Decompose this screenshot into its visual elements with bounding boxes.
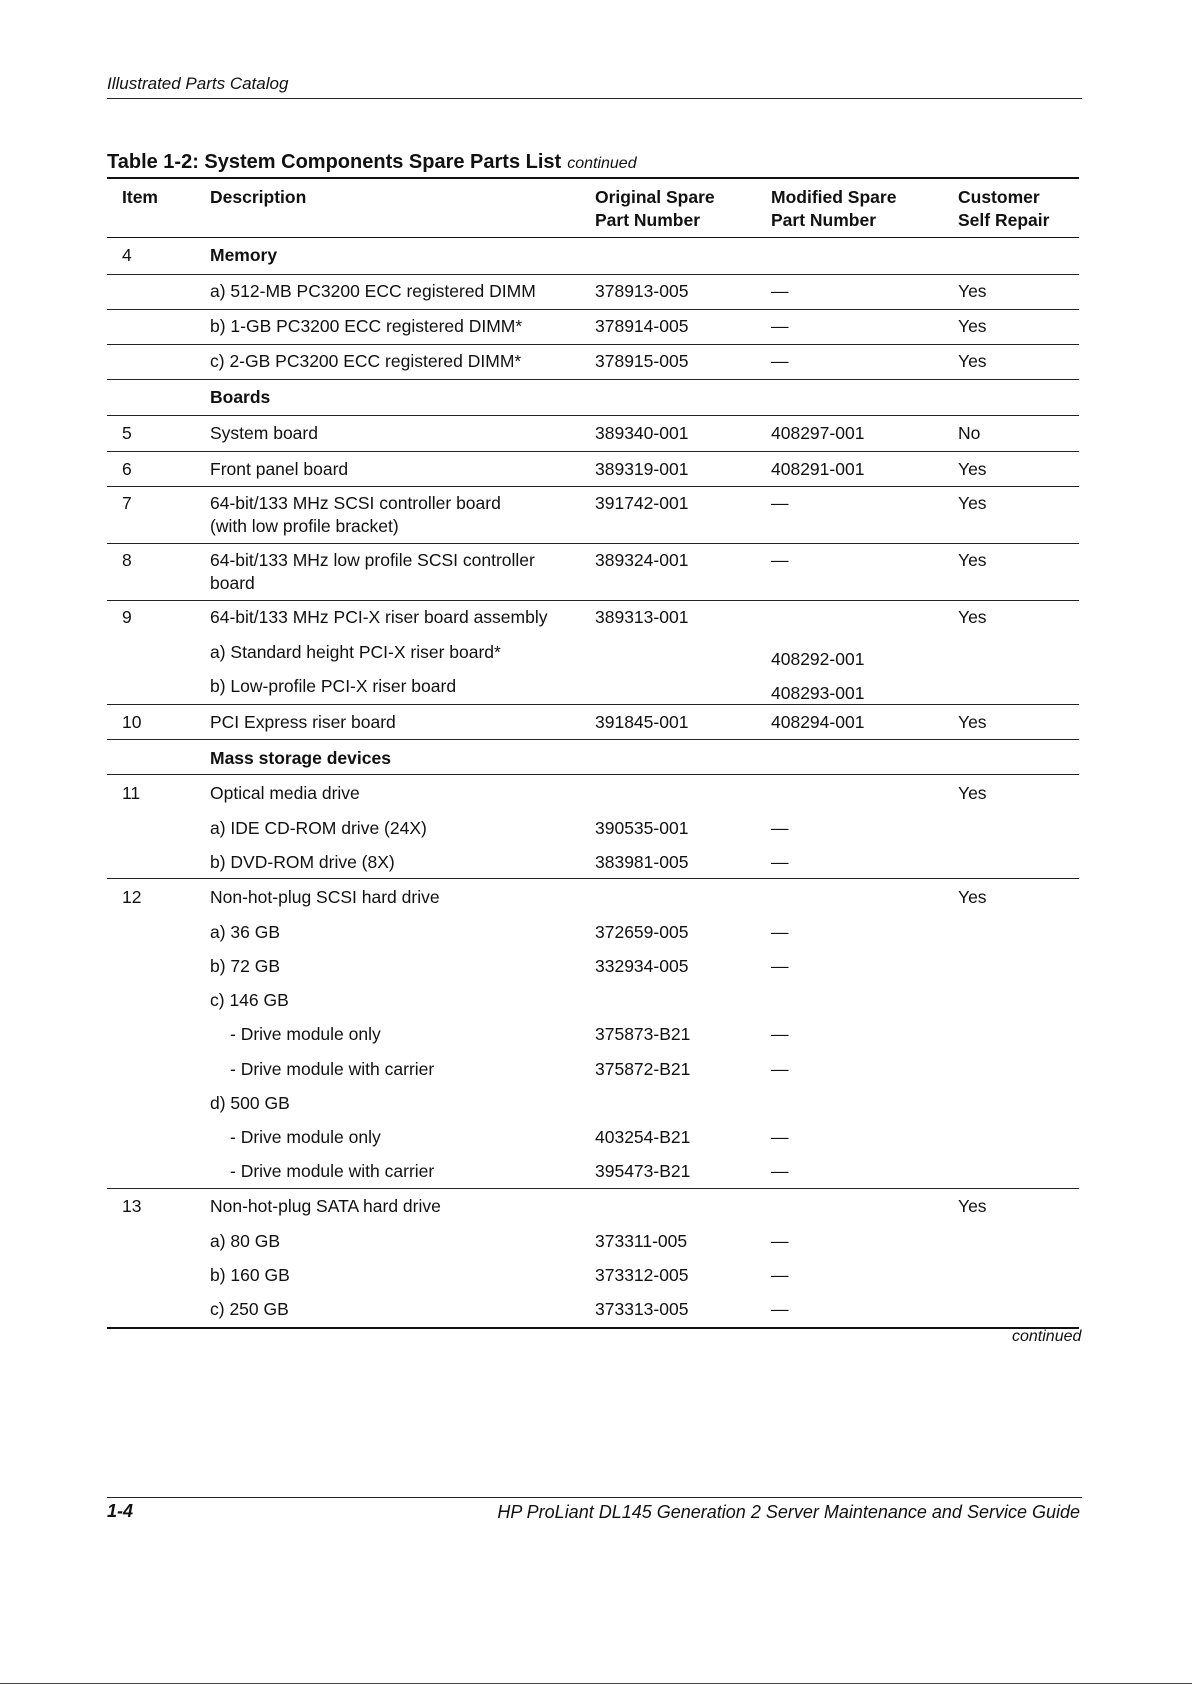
description-line: a) 36 GB	[210, 922, 281, 942]
row-separator	[107, 704, 1079, 705]
original-spare-part-number: 395473-B21	[595, 1161, 691, 1181]
part-description	[230, 1023, 381, 1046]
footer-guide-title: HP ProLiant DL145 Generation 2 Server Maintenance and Service Guide	[497, 1502, 1080, 1522]
row-separator	[107, 309, 1079, 310]
customer-self-repair-value: Yes	[958, 607, 987, 627]
item-number: 7	[122, 493, 132, 513]
description-line: b) Low-profile PCI-X riser board	[210, 676, 457, 696]
part-description	[210, 817, 427, 840]
description-line: - Drive module with carrier	[230, 1161, 435, 1181]
part-description	[210, 1092, 290, 1115]
description-line: - Drive module with carrier	[230, 1059, 435, 1079]
description-line: c) 146 GB	[210, 990, 289, 1010]
description-line: 64-bit/133 MHz SCSI controller board	[210, 493, 501, 513]
item-number: 10	[122, 712, 142, 732]
modified-spare-part-number: —	[771, 1299, 789, 1319]
modified-spare-part-number: —	[771, 493, 789, 513]
modified-spare-part-number: —	[771, 550, 789, 570]
table-caption-title: Table 1-2: System Components Spare Parts List	[107, 151, 562, 173]
modified-spare-part-number: 408293-001	[771, 683, 865, 703]
page-number: 1-4	[107, 1501, 134, 1521]
part-description	[210, 315, 522, 338]
description-line: Non-hot-plug SATA hard drive	[210, 1196, 441, 1216]
part-description	[210, 711, 396, 734]
part-description	[210, 675, 456, 698]
row-separator	[107, 774, 1079, 775]
row-separator	[107, 543, 1079, 544]
table-caption	[107, 151, 637, 174]
row-separator	[107, 600, 1079, 601]
part-description	[210, 549, 535, 595]
original-spare-part-number: 390535-001	[595, 818, 689, 838]
modified-spare-part-number: —	[771, 1024, 789, 1044]
row-separator	[107, 379, 1079, 380]
customer-self-repair-value: Yes	[958, 712, 987, 732]
description-line: b) 1-GB PC3200 ECC registered DIMM*	[210, 316, 523, 336]
part-description	[210, 747, 391, 770]
item-number: 12	[122, 887, 142, 907]
row-separator	[107, 739, 1079, 740]
part-description	[210, 386, 270, 409]
footer-rule	[107, 1497, 1082, 1498]
item-number: 8	[122, 550, 132, 570]
description-line: a) 80 GB	[210, 1231, 281, 1251]
description-line: Memory	[210, 245, 278, 265]
original-spare-part-number: 389340-001	[595, 423, 689, 443]
row-separator	[107, 486, 1079, 487]
table-top-rule	[107, 177, 1079, 179]
row-separator	[107, 344, 1079, 345]
description-line: PCI Express riser board	[210, 712, 396, 732]
customer-self-repair-value: Yes	[958, 887, 987, 907]
modified-spare-part-number: —	[771, 281, 789, 301]
original-spare-part-number: 373311-005	[595, 1231, 688, 1251]
table-header-rule	[107, 237, 1079, 238]
part-description	[210, 458, 348, 481]
row-separator	[107, 415, 1079, 416]
modified-spare-part-number: —	[771, 351, 789, 371]
item-number: 5	[122, 423, 132, 443]
page-edge-rule	[0, 1683, 1192, 1684]
part-description	[230, 1126, 381, 1149]
header-rule	[107, 98, 1082, 99]
part-description	[210, 244, 277, 267]
description-line: 64-bit/133 MHz low profile SCSI controller	[210, 550, 535, 570]
description-line: Optical media drive	[210, 783, 360, 803]
column-header-description: Description	[210, 187, 307, 207]
original-spare-part-number: 375873-B21	[595, 1024, 691, 1044]
row-separator	[107, 274, 1079, 275]
modified-spare-part-number: —	[771, 922, 789, 942]
description-line: - Drive module only	[230, 1127, 381, 1147]
row-separator	[107, 1188, 1079, 1189]
column-header-modified-spare: Modified Spare Part Number	[771, 187, 897, 230]
table-bottom-rule	[107, 1327, 1079, 1329]
original-spare-part-number: 391742-001	[595, 493, 689, 513]
customer-self-repair-value: Yes	[958, 783, 987, 803]
continued-note: continued	[1012, 1328, 1082, 1345]
original-spare-part-number: 373313-005	[595, 1299, 689, 1319]
description-line: Non-hot-plug SCSI hard drive	[210, 887, 440, 907]
original-spare-part-number: 378915-005	[595, 351, 689, 371]
part-description	[210, 280, 536, 303]
original-spare-part-number: 403254-B21	[595, 1127, 691, 1147]
customer-self-repair-value: Yes	[958, 351, 987, 371]
modified-spare-part-number: —	[771, 1161, 789, 1181]
item-number: 9	[122, 607, 132, 627]
customer-self-repair-value: No	[958, 423, 981, 443]
part-description	[210, 1264, 290, 1287]
description-line: b) 160 GB	[210, 1265, 290, 1285]
customer-self-repair-value: Yes	[958, 1196, 987, 1216]
description-line: b) DVD-ROM drive (8X)	[210, 852, 395, 872]
customer-self-repair-value: Yes	[958, 493, 987, 513]
modified-spare-part-number: 408292-001	[771, 649, 865, 669]
description-line: Mass storage devices	[210, 748, 391, 768]
description-line-continued: (with low profile bracket)	[210, 516, 399, 536]
part-description	[210, 921, 280, 944]
column-header-original-spare: Original Spare Part Number	[595, 187, 715, 230]
part-description	[210, 955, 280, 978]
part-description	[210, 1230, 280, 1253]
original-spare-part-number: 372659-005	[595, 922, 689, 942]
original-spare-part-number: 332934-005	[595, 956, 689, 976]
modified-spare-part-number: —	[771, 1127, 789, 1147]
original-spare-part-number: 383981-005	[595, 852, 689, 872]
original-spare-part-number: 375872-B21	[595, 1059, 691, 1079]
part-description	[210, 851, 395, 874]
original-spare-part-number: 389313-001	[595, 607, 689, 627]
original-spare-part-number: 389319-001	[595, 459, 689, 479]
description-line: - Drive module only	[230, 1024, 381, 1044]
description-line: a) 512-MB PC3200 ECC registered DIMM	[210, 281, 536, 301]
part-description	[210, 1195, 441, 1218]
item-number: 13	[122, 1196, 142, 1216]
original-spare-part-number: 378914-005	[595, 316, 689, 336]
item-number: 11	[122, 783, 141, 803]
part-description	[210, 492, 501, 538]
part-description	[210, 1298, 289, 1321]
description-line: 64-bit/133 MHz PCI-X riser board assembly	[210, 607, 548, 627]
modified-spare-part-number: —	[771, 1231, 789, 1251]
description-line: c) 250 GB	[210, 1299, 289, 1319]
description-line: a) Standard height PCI-X riser board*	[210, 642, 501, 662]
row-separator	[107, 451, 1079, 452]
modified-spare-part-number: —	[771, 1265, 789, 1285]
part-description	[210, 782, 360, 805]
original-spare-part-number: 378913-005	[595, 281, 689, 301]
description-line-continued: board	[210, 573, 255, 593]
modified-spare-part-number: —	[771, 316, 789, 336]
original-spare-part-number: 391845-001	[595, 712, 689, 732]
modified-spare-part-number: —	[771, 1059, 789, 1079]
part-description	[210, 606, 547, 629]
description-line: d) 500 GB	[210, 1093, 290, 1113]
part-description	[230, 1160, 434, 1183]
description-line: b) 72 GB	[210, 956, 281, 976]
customer-self-repair-value: Yes	[958, 550, 987, 570]
modified-spare-part-number: 408294-001	[771, 712, 865, 732]
customer-self-repair-value: Yes	[958, 459, 987, 479]
column-header-item: Item	[122, 187, 158, 207]
modified-spare-part-number: —	[771, 956, 789, 976]
part-description	[210, 422, 318, 445]
original-spare-part-number: 373312-005	[595, 1265, 689, 1285]
description-line: Front panel board	[210, 459, 349, 479]
part-description	[230, 1058, 434, 1081]
table-caption-continued: continued	[567, 155, 637, 172]
part-description	[210, 989, 289, 1012]
description-line: System board	[210, 423, 318, 443]
running-header: Illustrated Parts Catalog	[107, 74, 289, 93]
modified-spare-part-number: —	[771, 852, 789, 872]
description-line: c) 2-GB PC3200 ECC registered DIMM*	[210, 351, 522, 371]
part-description	[210, 350, 521, 373]
customer-self-repair-value: Yes	[958, 316, 987, 336]
column-header-customer-self-repair: Customer Self Repair	[958, 187, 1050, 230]
row-separator	[107, 878, 1079, 879]
original-spare-part-number: 389324-001	[595, 550, 689, 570]
customer-self-repair-value: Yes	[958, 281, 987, 301]
modified-spare-part-number: 408291-001	[771, 459, 865, 479]
part-description	[210, 641, 501, 664]
description-line: a) IDE CD-ROM drive (24X)	[210, 818, 427, 838]
item-number: 4	[122, 245, 132, 265]
modified-spare-part-number: 408297-001	[771, 423, 865, 443]
description-line: Boards	[210, 387, 271, 407]
part-description	[210, 886, 440, 909]
modified-spare-part-number: —	[771, 818, 789, 838]
item-number: 6	[122, 459, 132, 479]
